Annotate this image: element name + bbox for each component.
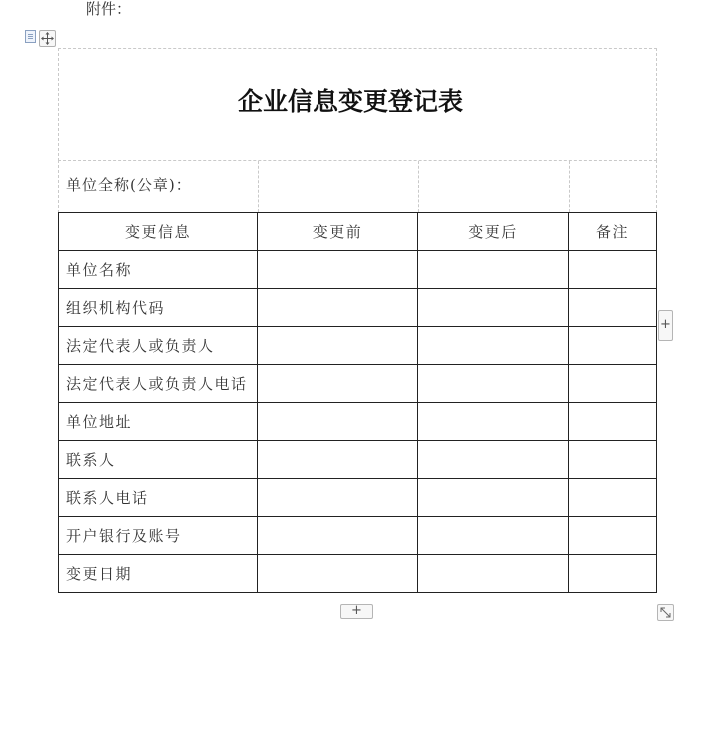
before-cell[interactable] bbox=[258, 555, 418, 593]
attachment-label: 附件： bbox=[86, 0, 132, 18]
before-cell[interactable] bbox=[258, 479, 418, 517]
remarks-cell[interactable] bbox=[569, 517, 657, 555]
remarks-cell[interactable] bbox=[569, 289, 657, 327]
remarks-cell[interactable] bbox=[569, 251, 657, 289]
table-row bbox=[59, 365, 657, 403]
table-row bbox=[59, 289, 657, 327]
header-before: 变更前 bbox=[258, 213, 418, 251]
row-label: 法定代表人或负责人 bbox=[59, 327, 258, 365]
resize-icon bbox=[658, 605, 673, 620]
row-label: 单位地址 bbox=[59, 403, 258, 441]
after-cell[interactable] bbox=[418, 327, 569, 365]
remarks-cell[interactable] bbox=[569, 441, 657, 479]
table-row bbox=[59, 441, 657, 479]
row-label: 联系人 bbox=[59, 441, 258, 479]
table-row bbox=[59, 555, 657, 593]
add-row-button[interactable]: + bbox=[340, 604, 373, 619]
row-label: 组织机构代码 bbox=[59, 289, 258, 327]
table-resize-handle[interactable] bbox=[657, 604, 674, 621]
table-row bbox=[59, 479, 657, 517]
remarks-cell[interactable] bbox=[569, 555, 657, 593]
header-remarks: 备注 bbox=[569, 213, 657, 251]
table-move-handle[interactable] bbox=[39, 30, 56, 47]
unit-name-label: 单位全称(公章)： bbox=[66, 176, 192, 194]
change-registration-table bbox=[58, 212, 657, 593]
after-cell[interactable] bbox=[418, 441, 569, 479]
after-cell[interactable] bbox=[418, 479, 569, 517]
after-cell[interactable] bbox=[418, 251, 569, 289]
document-icon bbox=[25, 30, 36, 43]
after-cell[interactable] bbox=[418, 517, 569, 555]
row-label: 开户银行及账号 bbox=[59, 517, 258, 555]
move-icon bbox=[41, 32, 54, 45]
after-cell[interactable] bbox=[418, 403, 569, 441]
table-row bbox=[59, 517, 657, 555]
header-after: 变更后 bbox=[418, 213, 569, 251]
add-column-button[interactable]: + bbox=[658, 310, 673, 341]
table-row bbox=[59, 251, 657, 289]
table-row bbox=[59, 403, 657, 441]
before-cell[interactable] bbox=[258, 327, 418, 365]
table-row bbox=[59, 327, 657, 365]
remarks-cell[interactable] bbox=[569, 327, 657, 365]
before-cell[interactable] bbox=[258, 403, 418, 441]
after-cell[interactable] bbox=[418, 289, 569, 327]
before-cell[interactable] bbox=[258, 441, 418, 479]
remarks-cell[interactable] bbox=[569, 479, 657, 517]
row-label: 联系人电话 bbox=[59, 479, 258, 517]
before-cell[interactable] bbox=[258, 365, 418, 403]
row-label: 单位名称 bbox=[59, 251, 258, 289]
after-cell[interactable] bbox=[418, 365, 569, 403]
table-header-row bbox=[59, 213, 657, 251]
row-label: 变更日期 bbox=[59, 555, 258, 593]
row-label: 法定代表人或负责人电话 bbox=[59, 365, 258, 403]
remarks-cell[interactable] bbox=[569, 365, 657, 403]
page-title: 企业信息变更登记表 bbox=[237, 87, 463, 116]
before-cell[interactable] bbox=[258, 251, 418, 289]
before-cell[interactable] bbox=[258, 517, 418, 555]
after-cell[interactable] bbox=[418, 555, 569, 593]
header-change-info: 变更信息 bbox=[59, 213, 258, 251]
remarks-cell[interactable] bbox=[569, 403, 657, 441]
before-cell[interactable] bbox=[258, 289, 418, 327]
